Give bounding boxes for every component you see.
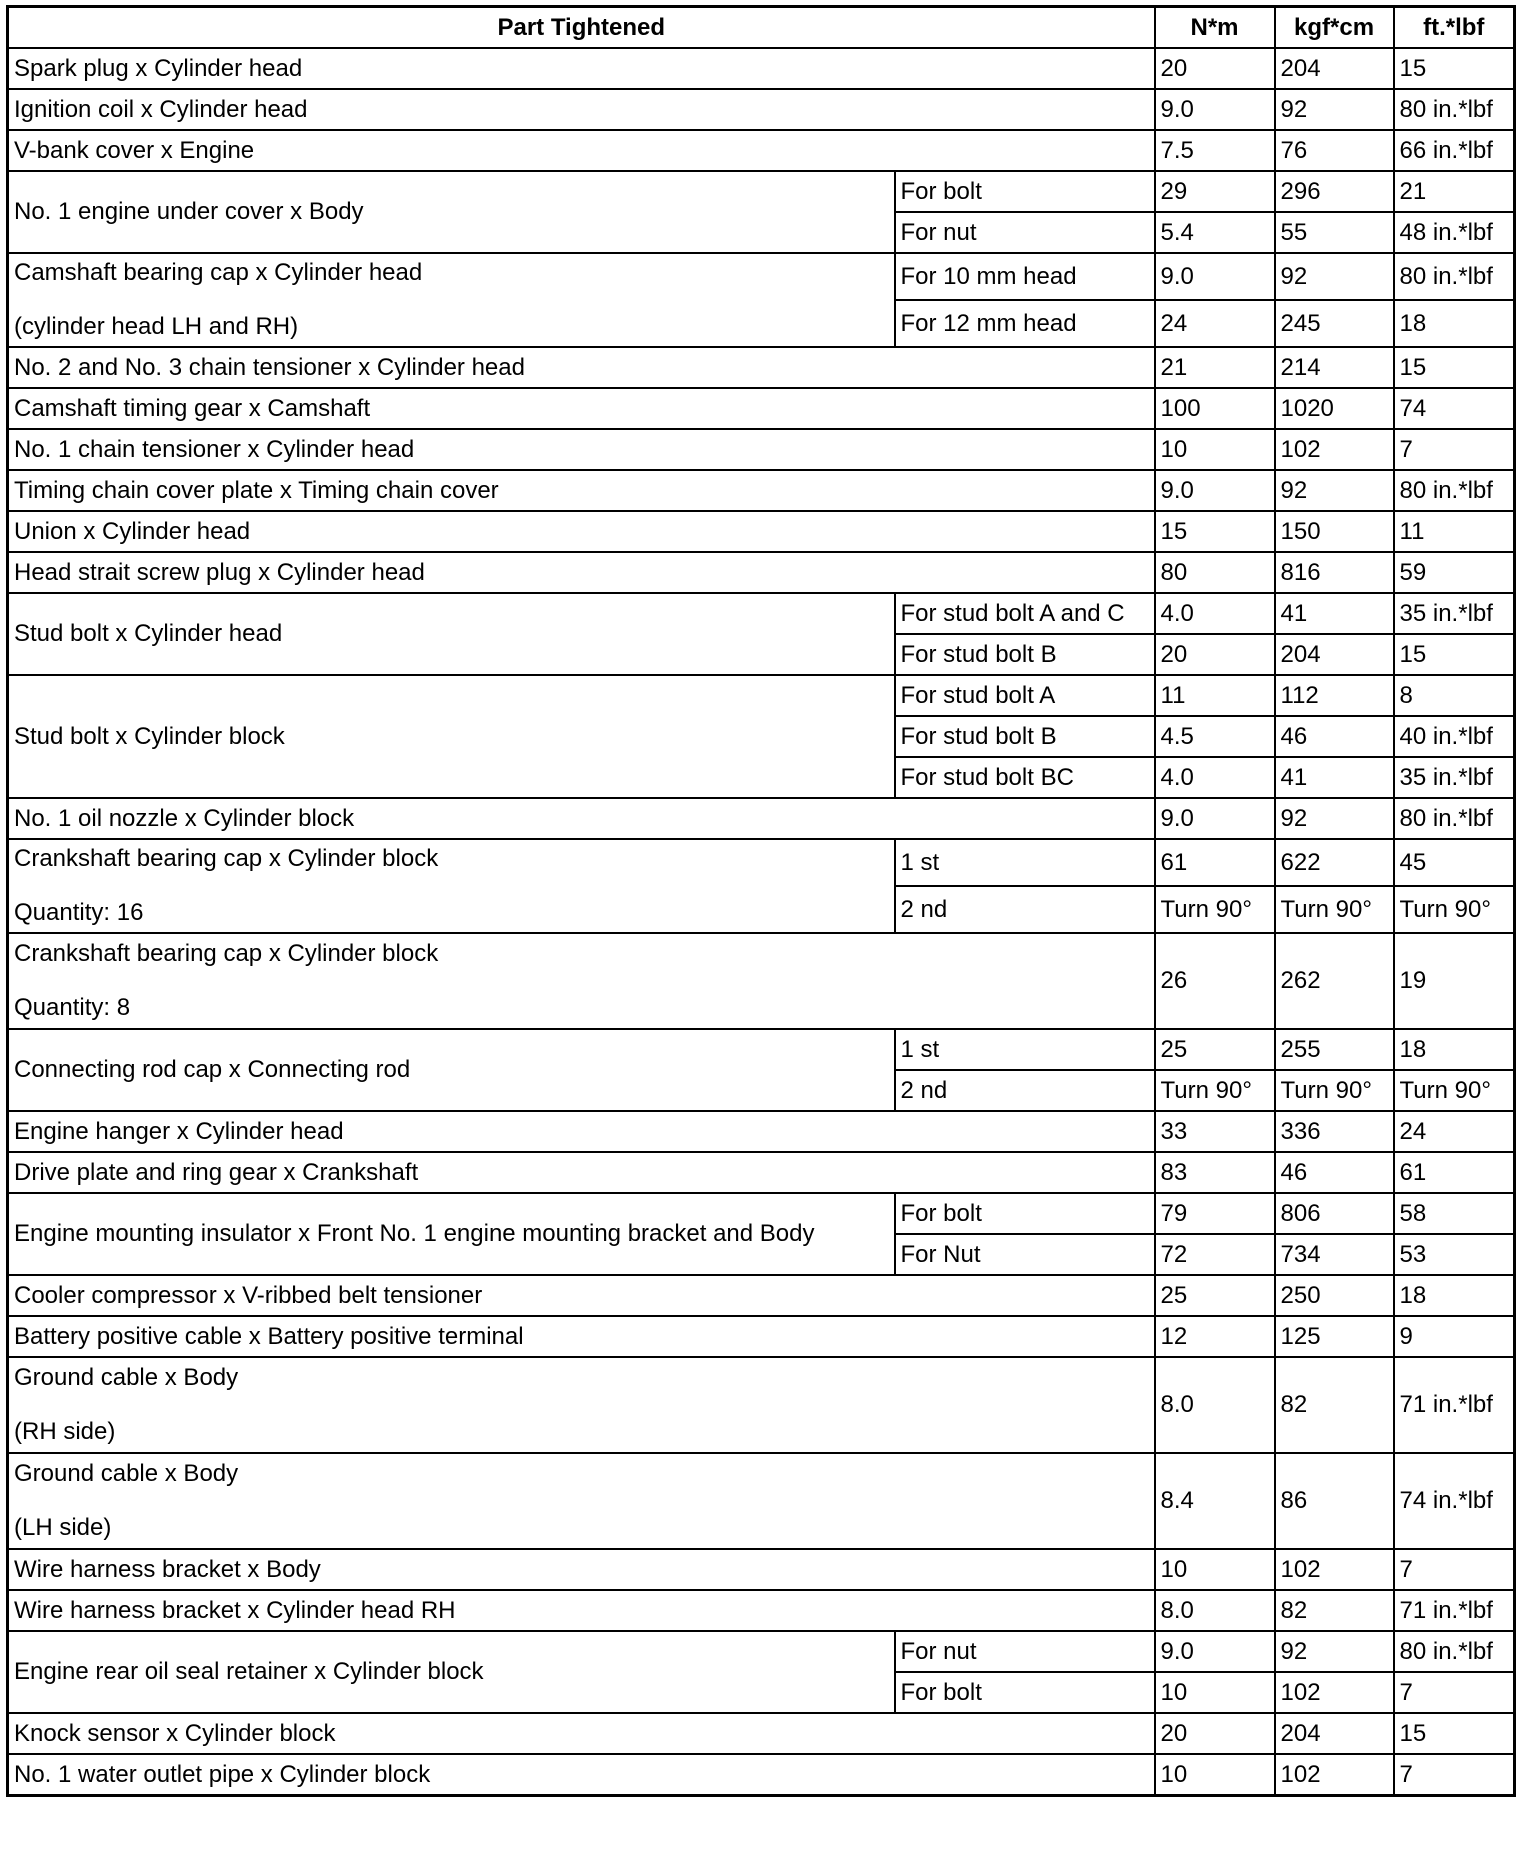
nm-cell: 21: [1155, 347, 1275, 388]
nm-cell: 25: [1155, 1029, 1275, 1070]
table-row: [8, 1357, 1515, 1453]
table-row: [8, 171, 1515, 212]
table-row: [8, 48, 1515, 89]
nm-cell: 8.4: [1155, 1453, 1275, 1549]
ft-cell: 7: [1394, 1549, 1515, 1590]
header-ft: ft.*lbf: [1394, 7, 1515, 49]
table-row: [8, 798, 1515, 839]
kgf-cell: 204: [1275, 1713, 1394, 1754]
nm-cell: 5.4: [1155, 212, 1275, 253]
condition-cell: For stud bolt BC: [895, 757, 1155, 798]
nm-cell: 79: [1155, 1193, 1275, 1234]
nm-cell: 9.0: [1155, 253, 1275, 300]
nm-cell: Turn 90°: [1155, 886, 1275, 933]
kgf-cell: 86: [1275, 1453, 1394, 1549]
part-cell: No. 1 chain tensioner x Cylinder head: [8, 429, 1155, 470]
part-cell: [8, 933, 1155, 1029]
ft-cell: 71 in.*lbf: [1394, 1590, 1515, 1631]
part-cell: No. 1 oil nozzle x Cylinder block: [8, 798, 1155, 839]
kgf-cell: 102: [1275, 1672, 1394, 1713]
ft-cell: 8: [1394, 675, 1515, 716]
nm-cell: 9.0: [1155, 470, 1275, 511]
nm-cell: 26: [1155, 933, 1275, 1029]
ft-cell: 80 in.*lbf: [1394, 1631, 1515, 1672]
ft-cell: 35 in.*lbf: [1394, 593, 1515, 634]
ft-cell: 15: [1394, 347, 1515, 388]
ft-cell: 19: [1394, 933, 1515, 1029]
kgf-cell: 255: [1275, 1029, 1394, 1070]
table-row: [8, 89, 1515, 130]
kgf-cell: 41: [1275, 593, 1394, 634]
kgf-cell: 150: [1275, 511, 1394, 552]
kgf-cell: 622: [1275, 839, 1394, 886]
part-line-2: Quantity: 16: [14, 899, 144, 926]
table-row: [8, 511, 1515, 552]
kgf-cell: 102: [1275, 1754, 1394, 1796]
table-row: [8, 1453, 1515, 1549]
header-nm: N*m: [1155, 7, 1275, 49]
ft-cell: 21: [1394, 171, 1515, 212]
kgf-cell: 336: [1275, 1111, 1394, 1152]
part-cell: Stud bolt x Cylinder head: [8, 593, 895, 675]
ft-cell: 15: [1394, 1713, 1515, 1754]
table-row: [8, 1193, 1515, 1234]
kgf-cell: 92: [1275, 89, 1394, 130]
ft-cell: 7: [1394, 1754, 1515, 1796]
part-line-1: Ground cable x Body: [14, 1460, 239, 1487]
kgf-cell: 102: [1275, 429, 1394, 470]
part-cell: [8, 1453, 1155, 1549]
part-cell: No. 2 and No. 3 chain tensioner x Cylinder head: [8, 347, 1155, 388]
kgf-cell: 204: [1275, 48, 1394, 89]
kgf-cell: 102: [1275, 1549, 1394, 1590]
ft-cell: 53: [1394, 1234, 1515, 1275]
ft-cell: 15: [1394, 634, 1515, 675]
table-row: [8, 1152, 1515, 1193]
ft-cell: Turn 90°: [1394, 886, 1515, 933]
condition-cell: For bolt: [895, 1672, 1155, 1713]
condition-cell: 2 nd: [895, 886, 1155, 933]
part-cell: [8, 839, 895, 933]
kgf-cell: 92: [1275, 253, 1394, 300]
part-cell: Drive plate and ring gear x Crankshaft: [8, 1152, 1155, 1193]
condition-cell: 1 st: [895, 839, 1155, 886]
nm-cell: 20: [1155, 634, 1275, 675]
part-cell: Engine rear oil seal retainer x Cylinder block: [8, 1631, 895, 1713]
condition-cell: For nut: [895, 212, 1155, 253]
part-line-2: (RH side): [14, 1418, 116, 1445]
kgf-cell: 245: [1275, 300, 1394, 347]
kgf-cell: 92: [1275, 1631, 1394, 1672]
nm-cell: 10: [1155, 1549, 1275, 1590]
kgf-cell: 204: [1275, 634, 1394, 675]
condition-cell: For bolt: [895, 171, 1155, 212]
ft-cell: 58: [1394, 1193, 1515, 1234]
part-line-1: Ground cable x Body: [14, 1364, 239, 1391]
kgf-cell: 296: [1275, 171, 1394, 212]
kgf-cell: 76: [1275, 130, 1394, 171]
table-row: [8, 552, 1515, 593]
part-line-2: (LH side): [14, 1514, 112, 1541]
nm-cell: Turn 90°: [1155, 1070, 1275, 1111]
part-cell: Cooler compressor x V-ribbed belt tensioner: [8, 1275, 1155, 1316]
nm-cell: 100: [1155, 388, 1275, 429]
kgf-cell: 125: [1275, 1316, 1394, 1357]
condition-cell: For Nut: [895, 1234, 1155, 1275]
ft-cell: 7: [1394, 429, 1515, 470]
table-row: [8, 1590, 1515, 1631]
kgf-cell: 816: [1275, 552, 1394, 593]
table-row: [8, 470, 1515, 511]
kgf-cell: 806: [1275, 1193, 1394, 1234]
kgf-cell: Turn 90°: [1275, 886, 1394, 933]
nm-cell: 15: [1155, 511, 1275, 552]
nm-cell: 12: [1155, 1316, 1275, 1357]
ft-cell: 35 in.*lbf: [1394, 757, 1515, 798]
nm-cell: 11: [1155, 675, 1275, 716]
condition-cell: For stud bolt B: [895, 716, 1155, 757]
ft-cell: 80 in.*lbf: [1394, 470, 1515, 511]
kgf-cell: 46: [1275, 1152, 1394, 1193]
nm-cell: 7.5: [1155, 130, 1275, 171]
part-cell: Knock sensor x Cylinder block: [8, 1713, 1155, 1754]
nm-cell: 24: [1155, 300, 1275, 347]
ft-cell: 9: [1394, 1316, 1515, 1357]
header-part: Part Tightened: [8, 7, 1155, 49]
condition-cell: For 10 mm head: [895, 253, 1155, 300]
table-row: [8, 933, 1515, 1029]
table-row: [8, 839, 1515, 886]
ft-cell: 11: [1394, 511, 1515, 552]
table-row: [8, 1316, 1515, 1357]
nm-cell: 20: [1155, 48, 1275, 89]
kgf-cell: 82: [1275, 1590, 1394, 1631]
ft-cell: 7: [1394, 1672, 1515, 1713]
part-cell: Wire harness bracket x Body: [8, 1549, 1155, 1590]
table-row: [8, 1713, 1515, 1754]
table-row: [8, 130, 1515, 171]
condition-cell: For nut: [895, 1631, 1155, 1672]
ft-cell: 61: [1394, 1152, 1515, 1193]
part-cell: [8, 1357, 1155, 1453]
ft-cell: 80 in.*lbf: [1394, 798, 1515, 839]
kgf-cell: 214: [1275, 347, 1394, 388]
nm-cell: 4.5: [1155, 716, 1275, 757]
part-cell: Engine hanger x Cylinder head: [8, 1111, 1155, 1152]
nm-cell: 4.0: [1155, 757, 1275, 798]
ft-cell: 74 in.*lbf: [1394, 1453, 1515, 1549]
table-row: [8, 347, 1515, 388]
condition-cell: For stud bolt A and C: [895, 593, 1155, 634]
part-line-1: Crankshaft bearing cap x Cylinder block: [14, 845, 439, 872]
kgf-cell: 41: [1275, 757, 1394, 798]
kgf-cell: 92: [1275, 470, 1394, 511]
part-cell: Head strait screw plug x Cylinder head: [8, 552, 1155, 593]
kgf-cell: 1020: [1275, 388, 1394, 429]
table-row: [8, 388, 1515, 429]
ft-cell: 18: [1394, 300, 1515, 347]
table-row: [8, 1275, 1515, 1316]
nm-cell: 9.0: [1155, 798, 1275, 839]
part-line-1: Crankshaft bearing cap x Cylinder block: [14, 940, 439, 967]
part-cell: Stud bolt x Cylinder block: [8, 675, 895, 798]
part-cell: No. 1 engine under cover x Body: [8, 171, 895, 253]
kgf-cell: 82: [1275, 1357, 1394, 1453]
ft-cell: 24: [1394, 1111, 1515, 1152]
nm-cell: 29: [1155, 171, 1275, 212]
kgf-cell: 734: [1275, 1234, 1394, 1275]
nm-cell: 83: [1155, 1152, 1275, 1193]
ft-cell: 80 in.*lbf: [1394, 89, 1515, 130]
nm-cell: 20: [1155, 1713, 1275, 1754]
condition-cell: For stud bolt B: [895, 634, 1155, 675]
ft-cell: 45: [1394, 839, 1515, 886]
kgf-cell: 250: [1275, 1275, 1394, 1316]
part-cell: Ignition coil x Cylinder head: [8, 89, 1155, 130]
header-kgf: kgf*cm: [1275, 7, 1394, 49]
nm-cell: 25: [1155, 1275, 1275, 1316]
ft-cell: 74: [1394, 388, 1515, 429]
part-cell: Battery positive cable x Battery positive terminal: [8, 1316, 1155, 1357]
ft-cell: 18: [1394, 1029, 1515, 1070]
kgf-cell: 55: [1275, 212, 1394, 253]
table-row: [8, 593, 1515, 634]
part-cell: No. 1 water outlet pipe x Cylinder block: [8, 1754, 1155, 1796]
nm-cell: 80: [1155, 552, 1275, 593]
nm-cell: 33: [1155, 1111, 1275, 1152]
ft-cell: 18: [1394, 1275, 1515, 1316]
table-row: [8, 429, 1515, 470]
table-row: [8, 1111, 1515, 1152]
nm-cell: 10: [1155, 1672, 1275, 1713]
kgf-cell: 46: [1275, 716, 1394, 757]
nm-cell: 8.0: [1155, 1590, 1275, 1631]
ft-cell: 59: [1394, 552, 1515, 593]
ft-cell: 80 in.*lbf: [1394, 253, 1515, 300]
torque-table: [6, 5, 1516, 1797]
table-row: [8, 675, 1515, 716]
ft-cell: Turn 90°: [1394, 1070, 1515, 1111]
part-cell: Wire harness bracket x Cylinder head RH: [8, 1590, 1155, 1631]
table-row: [8, 1754, 1515, 1796]
condition-cell: For bolt: [895, 1193, 1155, 1234]
table-row: [8, 1549, 1515, 1590]
nm-cell: 9.0: [1155, 89, 1275, 130]
part-line-1: Camshaft bearing cap x Cylinder head: [14, 259, 423, 286]
nm-cell: 8.0: [1155, 1357, 1275, 1453]
part-cell: Spark plug x Cylinder head: [8, 48, 1155, 89]
part-cell: V-bank cover x Engine: [8, 130, 1155, 171]
nm-cell: 61: [1155, 839, 1275, 886]
part-line-2: (cylinder head LH and RH): [14, 313, 299, 340]
nm-cell: 72: [1155, 1234, 1275, 1275]
nm-cell: 10: [1155, 1754, 1275, 1796]
nm-cell: 4.0: [1155, 593, 1275, 634]
ft-cell: 71 in.*lbf: [1394, 1357, 1515, 1453]
kgf-cell: 262: [1275, 933, 1394, 1029]
kgf-cell: 112: [1275, 675, 1394, 716]
ft-cell: 66 in.*lbf: [1394, 130, 1515, 171]
part-cell: Camshaft timing gear x Camshaft: [8, 388, 1155, 429]
table-row: [8, 253, 1515, 300]
part-cell: Connecting rod cap x Connecting rod: [8, 1029, 895, 1111]
part-cell: Union x Cylinder head: [8, 511, 1155, 552]
condition-cell: For stud bolt A: [895, 675, 1155, 716]
ft-cell: 15: [1394, 48, 1515, 89]
ft-cell: 40 in.*lbf: [1394, 716, 1515, 757]
condition-cell: For 12 mm head: [895, 300, 1155, 347]
nm-cell: 10: [1155, 429, 1275, 470]
part-cell: Engine mounting insulator x Front No. 1 engine mounting bracket and Body: [8, 1193, 895, 1275]
part-cell: [8, 253, 895, 347]
condition-cell: 2 nd: [895, 1070, 1155, 1111]
part-cell: Timing chain cover plate x Timing chain cover: [8, 470, 1155, 511]
header-row: [8, 7, 1515, 49]
nm-cell: 9.0: [1155, 1631, 1275, 1672]
kgf-cell: Turn 90°: [1275, 1070, 1394, 1111]
kgf-cell: 92: [1275, 798, 1394, 839]
condition-cell: 1 st: [895, 1029, 1155, 1070]
ft-cell: 48 in.*lbf: [1394, 212, 1515, 253]
table-row: [8, 1029, 1515, 1070]
table-row: [8, 1631, 1515, 1672]
part-line-2: Quantity: 8: [14, 994, 131, 1021]
